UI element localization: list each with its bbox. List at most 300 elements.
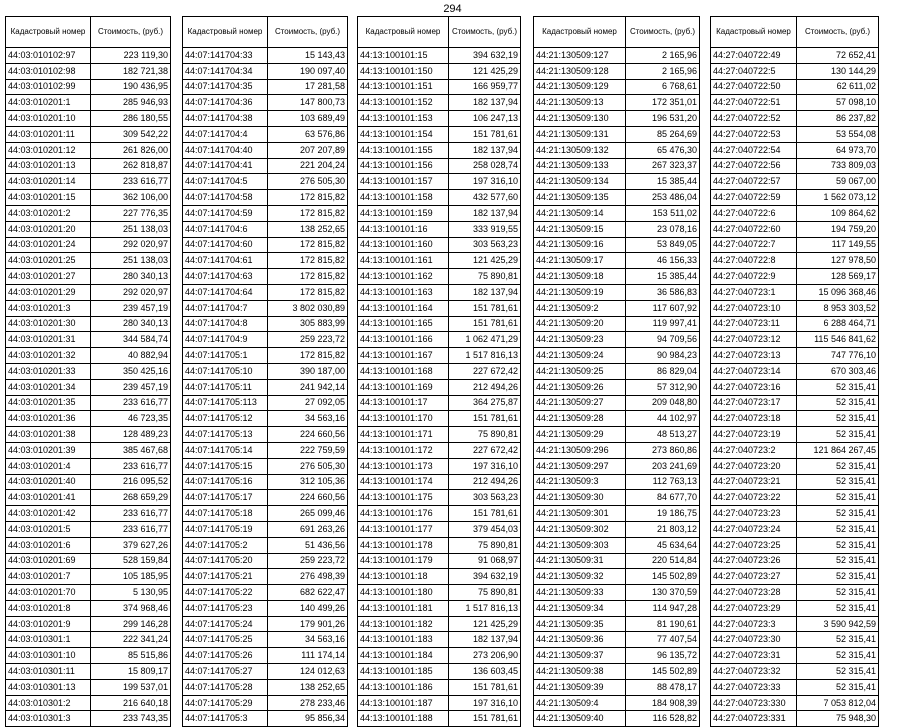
cadastral-number-cell: 44:07:141705:23 bbox=[183, 600, 268, 616]
cost-cell: 172 351,01 bbox=[626, 95, 700, 111]
cadastral-number-cell: 44:13:100101:161 bbox=[358, 253, 449, 269]
cadastral-number-cell: 44:27:040723:11 bbox=[711, 316, 797, 332]
table-row bbox=[358, 585, 521, 601]
cost-cell: 46 723,35 bbox=[91, 411, 171, 427]
cost-cell: 114 947,28 bbox=[626, 600, 700, 616]
cost-cell: 286 180,55 bbox=[91, 111, 171, 127]
cost-cell: 19 186,75 bbox=[626, 506, 700, 522]
table-row bbox=[6, 316, 171, 332]
table-row bbox=[534, 269, 700, 285]
table-row bbox=[711, 616, 879, 632]
cost-cell: 194 759,20 bbox=[797, 221, 879, 237]
table-row bbox=[183, 490, 348, 506]
cost-cell: 75 890,81 bbox=[449, 427, 521, 443]
cost-cell: 21 803,12 bbox=[626, 521, 700, 537]
table-row bbox=[358, 237, 521, 253]
table-row bbox=[6, 600, 171, 616]
table-row bbox=[183, 158, 348, 174]
cadastral-number-cell: 44:07:141705:10 bbox=[183, 363, 268, 379]
table-row bbox=[358, 269, 521, 285]
cost-cell: 1 062 471,29 bbox=[449, 332, 521, 348]
cost-cell: 233 616,77 bbox=[91, 506, 171, 522]
cost-cell: 128 489,23 bbox=[91, 427, 171, 443]
cadastral-number-cell: 44:13:100101:177 bbox=[358, 521, 449, 537]
cadastral-number-cell: 44:27:040723:1 bbox=[711, 284, 797, 300]
table-row bbox=[6, 300, 171, 316]
table-row bbox=[534, 221, 700, 237]
cadastral-number-cell: 44:07:141704:38 bbox=[183, 111, 268, 127]
cost-cell: 117 149,55 bbox=[797, 237, 879, 253]
cost-cell: 385 467,68 bbox=[91, 442, 171, 458]
cadastral-number-cell: 44:27:040722:8 bbox=[711, 253, 797, 269]
table-row bbox=[711, 490, 879, 506]
cost-cell: 227 672,42 bbox=[449, 363, 521, 379]
cadastral-number-cell: 44:27:040723:33 bbox=[711, 679, 797, 695]
cadastral-number-cell: 44:27:040723:331 bbox=[711, 711, 797, 727]
table-row bbox=[534, 190, 700, 206]
cadastral-number-cell: 44:03:010201:42 bbox=[6, 506, 91, 522]
header-cost: Стоимость, (руб.) bbox=[268, 17, 348, 48]
cost-cell: 309 542,22 bbox=[91, 126, 171, 142]
table-row bbox=[6, 474, 171, 490]
cost-cell: 151 781,61 bbox=[449, 506, 521, 522]
table-row bbox=[711, 205, 879, 221]
table-row bbox=[534, 205, 700, 221]
table-row bbox=[358, 427, 521, 443]
table-row bbox=[534, 348, 700, 364]
cost-cell: 239 457,19 bbox=[91, 300, 171, 316]
table-row bbox=[534, 142, 700, 158]
table-row bbox=[6, 521, 171, 537]
table-row bbox=[183, 411, 348, 427]
table-row bbox=[183, 348, 348, 364]
cadastral-number-cell: 44:21:130509:32 bbox=[534, 569, 626, 585]
cost-cell: 172 815,82 bbox=[268, 348, 348, 364]
cost-cell: 52 315,41 bbox=[797, 506, 879, 522]
table-row bbox=[6, 395, 171, 411]
cadastral-number-cell: 44:27:040723:28 bbox=[711, 585, 797, 601]
cost-cell: 197 316,10 bbox=[449, 458, 521, 474]
cadastral-number-cell: 44:03:010201:39 bbox=[6, 442, 91, 458]
cadastral-number-cell: 44:27:040723:14 bbox=[711, 363, 797, 379]
table-row bbox=[358, 395, 521, 411]
cadastral-number-cell: 44:03:010102:98 bbox=[6, 63, 91, 79]
table-row bbox=[534, 474, 700, 490]
header-cadastral-number: Кадастровый номер bbox=[183, 17, 268, 48]
table-row bbox=[358, 221, 521, 237]
cadastral-number-cell: 44:07:141705:26 bbox=[183, 648, 268, 664]
cost-cell: 151 781,61 bbox=[449, 711, 521, 727]
table-row bbox=[6, 174, 171, 190]
cadastral-number-cell: 44:13:100101:155 bbox=[358, 142, 449, 158]
cost-cell: 151 781,61 bbox=[449, 411, 521, 427]
table-row bbox=[6, 553, 171, 569]
cost-cell: 130 144,29 bbox=[797, 63, 879, 79]
cadastral-number-cell: 44:07:141705:17 bbox=[183, 490, 268, 506]
cost-cell: 1 562 073,12 bbox=[797, 190, 879, 206]
table-row bbox=[183, 553, 348, 569]
table-row bbox=[6, 506, 171, 522]
cadastral-number-cell: 44:03:010301:10 bbox=[6, 648, 91, 664]
table-row bbox=[6, 711, 171, 727]
cadastral-number-cell: 44:13:100101:152 bbox=[358, 95, 449, 111]
table-row bbox=[711, 221, 879, 237]
cost-cell: 23 078,16 bbox=[626, 221, 700, 237]
cost-cell: 52 315,41 bbox=[797, 474, 879, 490]
cadastral-number-cell: 44:03:010201:33 bbox=[6, 363, 91, 379]
table-row bbox=[711, 664, 879, 680]
cadastral-number-cell: 44:21:130509:303 bbox=[534, 537, 626, 553]
cadastral-number-cell: 44:03:010201:29 bbox=[6, 284, 91, 300]
table-row bbox=[6, 379, 171, 395]
table-row bbox=[183, 616, 348, 632]
cadastral-number-cell: 44:21:130509:16 bbox=[534, 237, 626, 253]
cadastral-number-cell: 44:13:100101:184 bbox=[358, 648, 449, 664]
table-row bbox=[711, 679, 879, 695]
cost-cell: 364 275,87 bbox=[449, 395, 521, 411]
cadastral-number-cell: 44:13:100101:15 bbox=[358, 48, 449, 64]
table-row bbox=[534, 711, 700, 727]
cadastral-number-cell: 44:21:130509:24 bbox=[534, 348, 626, 364]
cost-cell: 233 616,77 bbox=[91, 395, 171, 411]
cadastral-number-cell: 44:27:040723:19 bbox=[711, 427, 797, 443]
cadastral-number-cell: 44:21:130509:132 bbox=[534, 142, 626, 158]
cost-cell: 52 315,41 bbox=[797, 632, 879, 648]
cadastre-table-3 bbox=[357, 16, 521, 727]
cost-cell: 233 616,77 bbox=[91, 458, 171, 474]
table-row bbox=[534, 411, 700, 427]
cost-cell: 86 829,04 bbox=[626, 363, 700, 379]
cadastral-number-cell: 44:27:040722:54 bbox=[711, 142, 797, 158]
cost-cell: 262 818,87 bbox=[91, 158, 171, 174]
cost-cell: 273 860,86 bbox=[626, 442, 700, 458]
cost-cell: 273 206,90 bbox=[449, 648, 521, 664]
cost-cell: 94 709,56 bbox=[626, 332, 700, 348]
cadastral-number-cell: 44:03:010201:8 bbox=[6, 600, 91, 616]
table-row bbox=[534, 506, 700, 522]
cadastral-number-cell: 44:27:040722:9 bbox=[711, 269, 797, 285]
table-row bbox=[358, 442, 521, 458]
cadastral-number-cell: 44:13:100101:159 bbox=[358, 205, 449, 221]
cost-cell: 227 672,42 bbox=[449, 442, 521, 458]
cadastral-number-cell: 44:27:040722:50 bbox=[711, 79, 797, 95]
cadastral-number-cell: 44:03:010201:35 bbox=[6, 395, 91, 411]
table-row bbox=[6, 269, 171, 285]
table-row bbox=[183, 79, 348, 95]
cost-cell: 44 102,97 bbox=[626, 411, 700, 427]
cost-cell: 216 095,52 bbox=[91, 474, 171, 490]
cost-cell: 86 237,82 bbox=[797, 111, 879, 127]
cost-cell: 121 425,29 bbox=[449, 253, 521, 269]
cost-cell: 276 505,30 bbox=[268, 174, 348, 190]
cost-cell: 52 315,41 bbox=[797, 648, 879, 664]
cadastral-number-cell: 44:03:010201:2 bbox=[6, 205, 91, 221]
cost-cell: 670 303,46 bbox=[797, 363, 879, 379]
cadastral-number-cell: 44:07:141704:58 bbox=[183, 190, 268, 206]
cadastral-number-cell: 44:13:100101:164 bbox=[358, 300, 449, 316]
cadastral-number-cell: 44:27:040722:60 bbox=[711, 221, 797, 237]
cost-cell: 96 135,72 bbox=[626, 648, 700, 664]
cost-cell: 276 505,30 bbox=[268, 458, 348, 474]
cadastral-number-cell: 44:21:130509:302 bbox=[534, 521, 626, 537]
cadastral-number-cell: 44:13:100101:157 bbox=[358, 174, 449, 190]
cadastral-number-cell: 44:21:130509:297 bbox=[534, 458, 626, 474]
cadastral-number-cell: 44:13:100101:170 bbox=[358, 411, 449, 427]
table-row bbox=[6, 79, 171, 95]
cost-cell: 209 048,80 bbox=[626, 395, 700, 411]
cadastral-number-cell: 44:03:010201:1 bbox=[6, 95, 91, 111]
cadastral-number-cell: 44:07:141705:27 bbox=[183, 664, 268, 680]
table-row bbox=[711, 316, 879, 332]
cadastral-number-cell: 44:21:130509:40 bbox=[534, 711, 626, 727]
cadastral-number-cell: 44:07:141704:40 bbox=[183, 142, 268, 158]
cost-cell: 119 997,41 bbox=[626, 316, 700, 332]
cost-cell: 394 632,19 bbox=[449, 48, 521, 64]
table-row bbox=[534, 253, 700, 269]
table-row bbox=[534, 664, 700, 680]
cadastral-number-cell: 44:27:040722:7 bbox=[711, 237, 797, 253]
cadastral-number-cell: 44:21:130509:26 bbox=[534, 379, 626, 395]
table-row bbox=[358, 648, 521, 664]
cadastral-number-cell: 44:27:040722:52 bbox=[711, 111, 797, 127]
cadastral-number-cell: 44:13:100101:175 bbox=[358, 490, 449, 506]
cadastral-number-cell: 44:27:040723:25 bbox=[711, 537, 797, 553]
cadastral-number-cell: 44:27:040723:26 bbox=[711, 553, 797, 569]
cost-cell: 52 315,41 bbox=[797, 490, 879, 506]
cost-cell: 233 616,77 bbox=[91, 174, 171, 190]
table-row bbox=[711, 253, 879, 269]
cadastral-number-cell: 44:27:040723:20 bbox=[711, 458, 797, 474]
cadastral-number-cell: 44:21:130509:128 bbox=[534, 63, 626, 79]
cost-cell: 224 660,56 bbox=[268, 427, 348, 443]
cadastral-number-cell: 44:07:141704:34 bbox=[183, 63, 268, 79]
cadastral-number-cell: 44:21:130509:36 bbox=[534, 632, 626, 648]
cost-cell: 15 096 368,46 bbox=[797, 284, 879, 300]
cadastral-number-cell: 44:03:010201:20 bbox=[6, 221, 91, 237]
table-row bbox=[358, 316, 521, 332]
table-row bbox=[183, 221, 348, 237]
cost-cell: 52 315,41 bbox=[797, 664, 879, 680]
table-row bbox=[358, 521, 521, 537]
cost-cell: 45 634,64 bbox=[626, 537, 700, 553]
table-row bbox=[183, 458, 348, 474]
cost-cell: 84 677,70 bbox=[626, 490, 700, 506]
cost-cell: 233 616,77 bbox=[91, 521, 171, 537]
cadastral-number-cell: 44:27:040723:32 bbox=[711, 664, 797, 680]
cadastral-number-cell: 44:13:100101:153 bbox=[358, 111, 449, 127]
table-row bbox=[711, 284, 879, 300]
table-row bbox=[711, 174, 879, 190]
cost-cell: 51 436,56 bbox=[268, 537, 348, 553]
cost-cell: 151 781,61 bbox=[449, 126, 521, 142]
table-row bbox=[358, 679, 521, 695]
table-row bbox=[183, 269, 348, 285]
table-row bbox=[6, 363, 171, 379]
cost-cell: 207 207,89 bbox=[268, 142, 348, 158]
cost-cell: 151 781,61 bbox=[449, 679, 521, 695]
header-cost: Стоимость, (руб.) bbox=[449, 17, 521, 48]
cost-cell: 179 901,26 bbox=[268, 616, 348, 632]
table-row bbox=[358, 506, 521, 522]
cadastral-number-cell: 44:13:100101:167 bbox=[358, 348, 449, 364]
cadastral-number-cell: 44:27:040723:21 bbox=[711, 474, 797, 490]
cost-cell: 2 165,96 bbox=[626, 63, 700, 79]
header-cost: Стоимость, (руб.) bbox=[91, 17, 171, 48]
cadastral-number-cell: 44:27:040722:49 bbox=[711, 48, 797, 64]
cadastral-number-cell: 44:13:100101:182 bbox=[358, 616, 449, 632]
cadastral-number-cell: 44:13:100101:174 bbox=[358, 474, 449, 490]
table-row bbox=[711, 158, 879, 174]
cost-cell: 258 028,74 bbox=[449, 158, 521, 174]
header-cadastral-number: Кадастровый номер bbox=[534, 17, 626, 48]
table-row bbox=[6, 664, 171, 680]
table-row bbox=[711, 363, 879, 379]
table-row bbox=[534, 126, 700, 142]
cadastral-number-cell: 44:07:141705:113 bbox=[183, 395, 268, 411]
cost-cell: 172 815,82 bbox=[268, 205, 348, 221]
table-row bbox=[534, 111, 700, 127]
table-row bbox=[183, 664, 348, 680]
cadastral-number-cell: 44:21:130509:3 bbox=[534, 474, 626, 490]
table-row bbox=[534, 63, 700, 79]
table-row bbox=[183, 711, 348, 727]
cost-cell: 182 137,94 bbox=[449, 95, 521, 111]
table-row bbox=[6, 569, 171, 585]
cost-cell: 303 563,23 bbox=[449, 490, 521, 506]
table-row bbox=[6, 63, 171, 79]
table-row bbox=[183, 395, 348, 411]
table-row bbox=[358, 379, 521, 395]
cost-cell: 432 577,60 bbox=[449, 190, 521, 206]
cost-cell: 121 864 267,45 bbox=[797, 442, 879, 458]
cadastral-number-cell: 44:13:100101:156 bbox=[358, 158, 449, 174]
cost-cell: 299 146,28 bbox=[91, 616, 171, 632]
cost-cell: 190 097,40 bbox=[268, 63, 348, 79]
table-row bbox=[358, 411, 521, 427]
cadastral-number-cell: 44:03:010201:24 bbox=[6, 237, 91, 253]
cadastral-number-cell: 44:07:141704:36 bbox=[183, 95, 268, 111]
table-row bbox=[358, 111, 521, 127]
cadastral-number-cell: 44:21:130509:37 bbox=[534, 648, 626, 664]
cadastral-number-cell: 44:03:010102:99 bbox=[6, 79, 91, 95]
cadastral-number-cell: 44:21:130509:38 bbox=[534, 664, 626, 680]
table-row bbox=[358, 474, 521, 490]
cadastral-number-cell: 44:13:100101:178 bbox=[358, 537, 449, 553]
table-row bbox=[183, 300, 348, 316]
cost-cell: 52 315,41 bbox=[797, 600, 879, 616]
cadastral-number-cell: 44:13:100101:176 bbox=[358, 506, 449, 522]
cost-cell: 166 959,77 bbox=[449, 79, 521, 95]
cadastral-number-cell: 44:07:141704:33 bbox=[183, 48, 268, 64]
table-row bbox=[183, 569, 348, 585]
cost-cell: 128 569,17 bbox=[797, 269, 879, 285]
cadastral-number-cell: 44:07:141704:4 bbox=[183, 126, 268, 142]
cadastral-number-cell: 44:07:141704:35 bbox=[183, 79, 268, 95]
table-row bbox=[711, 237, 879, 253]
cadastral-number-cell: 44:13:100101:154 bbox=[358, 126, 449, 142]
table-row bbox=[6, 411, 171, 427]
cost-cell: 17 281,58 bbox=[268, 79, 348, 95]
table-row bbox=[534, 537, 700, 553]
cadastral-number-cell: 44:03:010201:31 bbox=[6, 332, 91, 348]
table-row bbox=[711, 648, 879, 664]
table-row bbox=[358, 363, 521, 379]
cadastral-number-cell: 44:03:010201:41 bbox=[6, 490, 91, 506]
cadastral-number-cell: 44:07:141705:1 bbox=[183, 348, 268, 364]
cadastral-number-cell: 44:13:100101:171 bbox=[358, 427, 449, 443]
cost-cell: 390 187,00 bbox=[268, 363, 348, 379]
table-row bbox=[711, 95, 879, 111]
cost-cell: 117 607,92 bbox=[626, 300, 700, 316]
cadastral-number-cell: 44:13:100101:173 bbox=[358, 458, 449, 474]
cost-cell: 251 138,03 bbox=[91, 221, 171, 237]
cost-cell: 276 498,39 bbox=[268, 569, 348, 585]
cadastral-number-cell: 44:07:141705:28 bbox=[183, 679, 268, 695]
cost-cell: 85 264,69 bbox=[626, 126, 700, 142]
cadastral-number-cell: 44:03:010201:36 bbox=[6, 411, 91, 427]
table-row bbox=[534, 284, 700, 300]
cost-cell: 46 156,33 bbox=[626, 253, 700, 269]
cost-cell: 77 407,54 bbox=[626, 632, 700, 648]
table-row bbox=[711, 711, 879, 727]
header-cost: Стоимость, (руб.) bbox=[626, 17, 700, 48]
table-row bbox=[183, 600, 348, 616]
cost-cell: 196 531,20 bbox=[626, 111, 700, 127]
cadastral-number-cell: 44:21:130509:23 bbox=[534, 332, 626, 348]
cost-cell: 172 815,82 bbox=[268, 284, 348, 300]
table-row bbox=[711, 111, 879, 127]
cadastral-number-cell: 44:07:141704:59 bbox=[183, 205, 268, 221]
cost-cell: 136 603,45 bbox=[449, 664, 521, 680]
cadastral-number-cell: 44:21:130509:15 bbox=[534, 221, 626, 237]
cost-cell: 222 341,24 bbox=[91, 632, 171, 648]
table-row bbox=[358, 63, 521, 79]
cost-cell: 172 815,82 bbox=[268, 190, 348, 206]
cadastral-number-cell: 44:21:130509:39 bbox=[534, 679, 626, 695]
table-row bbox=[6, 616, 171, 632]
cadastral-number-cell: 44:21:130509:19 bbox=[534, 284, 626, 300]
cost-cell: 197 316,10 bbox=[449, 174, 521, 190]
cost-cell: 221 204,24 bbox=[268, 158, 348, 174]
cadastral-number-cell: 44:21:130509:130 bbox=[534, 111, 626, 127]
table-row bbox=[183, 379, 348, 395]
cadastral-number-cell: 44:03:010301:2 bbox=[6, 695, 91, 711]
cost-cell: 172 815,82 bbox=[268, 237, 348, 253]
cadastral-number-cell: 44:07:141705:25 bbox=[183, 632, 268, 648]
table-row bbox=[358, 48, 521, 64]
cost-cell: 241 942,14 bbox=[268, 379, 348, 395]
cost-cell: 362 106,00 bbox=[91, 190, 171, 206]
table-row bbox=[711, 411, 879, 427]
table-row bbox=[534, 300, 700, 316]
cadastral-number-cell: 44:27:040723:330 bbox=[711, 695, 797, 711]
cost-cell: 53 554,08 bbox=[797, 126, 879, 142]
table-row bbox=[183, 537, 348, 553]
cadastral-number-cell: 44:13:100101:160 bbox=[358, 237, 449, 253]
cost-cell: 253 486,04 bbox=[626, 190, 700, 206]
cadastral-number-cell: 44:03:010201:70 bbox=[6, 585, 91, 601]
table-row bbox=[183, 142, 348, 158]
table-row bbox=[6, 48, 171, 64]
cadastral-number-cell: 44:03:010201:4 bbox=[6, 458, 91, 474]
table-row bbox=[183, 174, 348, 190]
cadastral-number-cell: 44:27:040722:5 bbox=[711, 63, 797, 79]
table-row bbox=[183, 585, 348, 601]
table-row bbox=[534, 569, 700, 585]
cost-cell: 75 948,30 bbox=[797, 711, 879, 727]
cost-cell: 312 105,36 bbox=[268, 474, 348, 490]
table-row bbox=[358, 600, 521, 616]
